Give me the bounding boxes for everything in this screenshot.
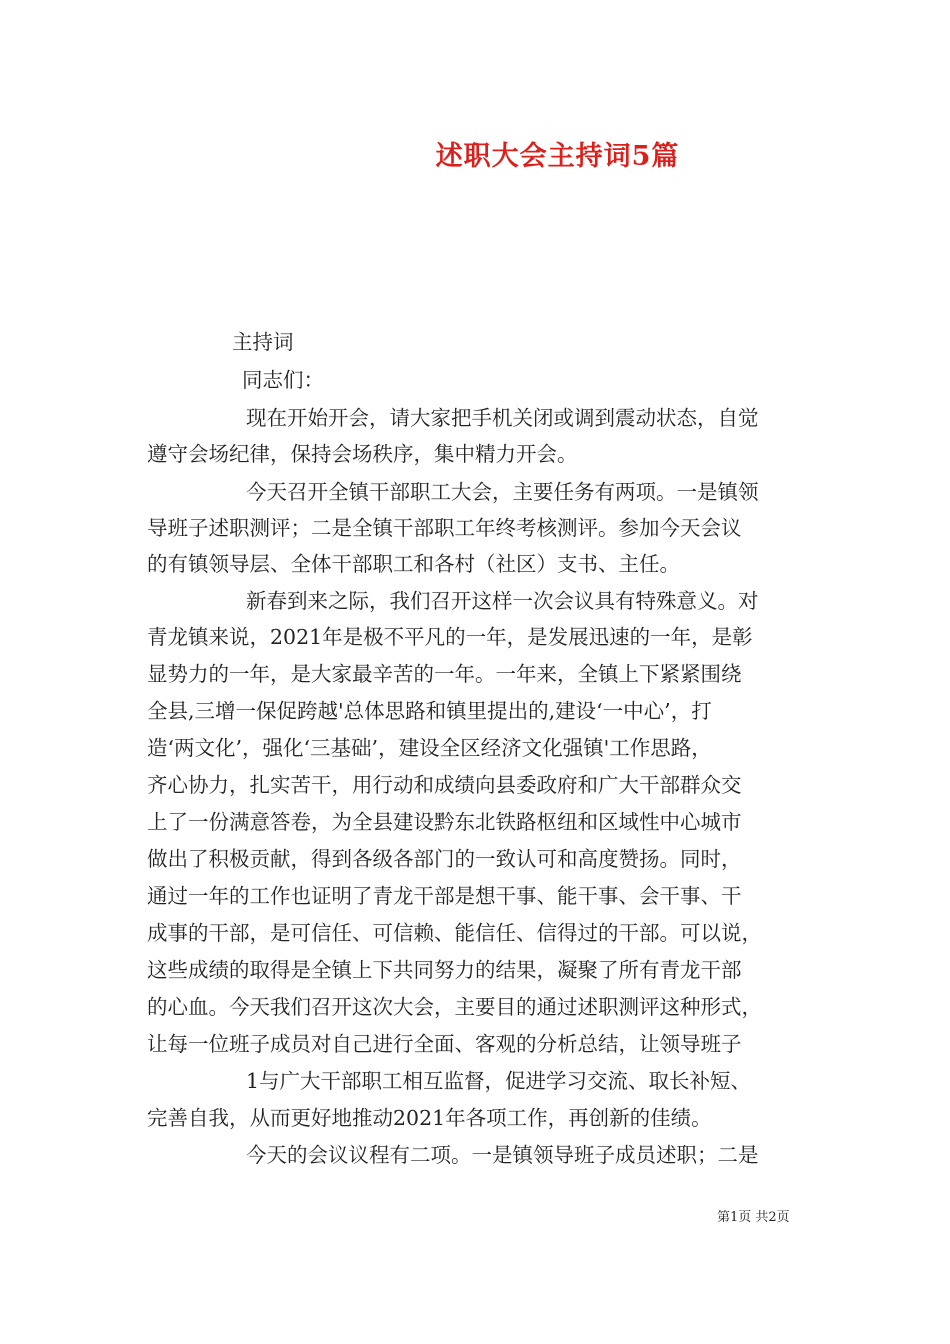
heading-host-words: 主持词 (232, 330, 294, 354)
paragraph-line: 1与广大干部职工相互监督，促进学习交流、取长补短、 (246, 1069, 752, 1093)
paragraph-line: 的有镇领导层、全体干部职工和各村（社区）支书、主任。 (147, 552, 680, 576)
salutation: 同志们： (242, 368, 324, 392)
paragraph-line: 现在开始开会，请大家把手机关闭或调到震动状态，自觉 (246, 406, 759, 430)
paragraph-line: 这些成绩的取得是全镇上下共同努力的结果，凝聚了所有青龙干部 (147, 958, 742, 982)
paragraph-line: 造‘两文化’，强化‘三基础’，建设全区经济文化强镇'工作思路， (147, 736, 712, 760)
paragraph-line: 通过一年的工作也证明了青龙干部是想干事、能干事、会干事、干 (147, 884, 742, 908)
paragraph-line: 显势力的一年，是大家最辛苦的一年。一年来，全镇上下紧紧围绕 (147, 662, 742, 686)
paragraph-line: 上了一份满意答卷，为全县建设黔东北铁路枢纽和区域性中心城市 (147, 810, 742, 834)
paragraph-line: 的心血。今天我们召开这次大会，主要目的通过述职测评这种形式， (147, 995, 762, 1019)
paragraph-line: 今天召开全镇干部职工大会，主要任务有两项。一是镇领 (246, 480, 759, 504)
paragraph-line: 做出了积极贡献，得到各级各部门的一致认可和高度赞扬。同时， (147, 847, 742, 871)
paragraph-line: 今天的会议议程有二项。一是镇领导班子成员述职；二是 (246, 1143, 759, 1167)
paragraph-line: 导班子述职测评；二是全镇干部职工年终考核测评。参加今天会议 (147, 516, 742, 540)
paragraph-line: 新春到来之际，我们召开这样一次会议具有特殊意义。对 (246, 589, 759, 613)
document-title: 述职大会主持词5篇 (435, 141, 680, 172)
paragraph-line: 全县,三增一保促跨越'总体思路和镇里提出的,建设‘一中心’，打 (147, 699, 712, 723)
paragraph-line: 齐心协力，扎实苦干，用行动和成绩向县委政府和广大干部群众交 (147, 773, 742, 797)
paragraph-line: 成事的干部，是可信任、可信赖、能信任、信得过的干部。可以说， (147, 921, 762, 945)
paragraph-line: 青龙镇来说，2021年是极不平凡的一年，是发展迅速的一年，是彰 (147, 625, 753, 649)
paragraph-line: 让每一位班子成员对自己进行全面、客观的分析总结，让领导班子 (147, 1032, 742, 1056)
page-footer: 第1页 共2页 (717, 1210, 790, 1225)
paragraph-line: 遵守会场纪律，保持会场秩序，集中精力开会。 (147, 442, 578, 466)
paragraph-line: 完善自我，从而更好地推动2021年各项工作，再创新的佳绩。 (147, 1106, 712, 1130)
